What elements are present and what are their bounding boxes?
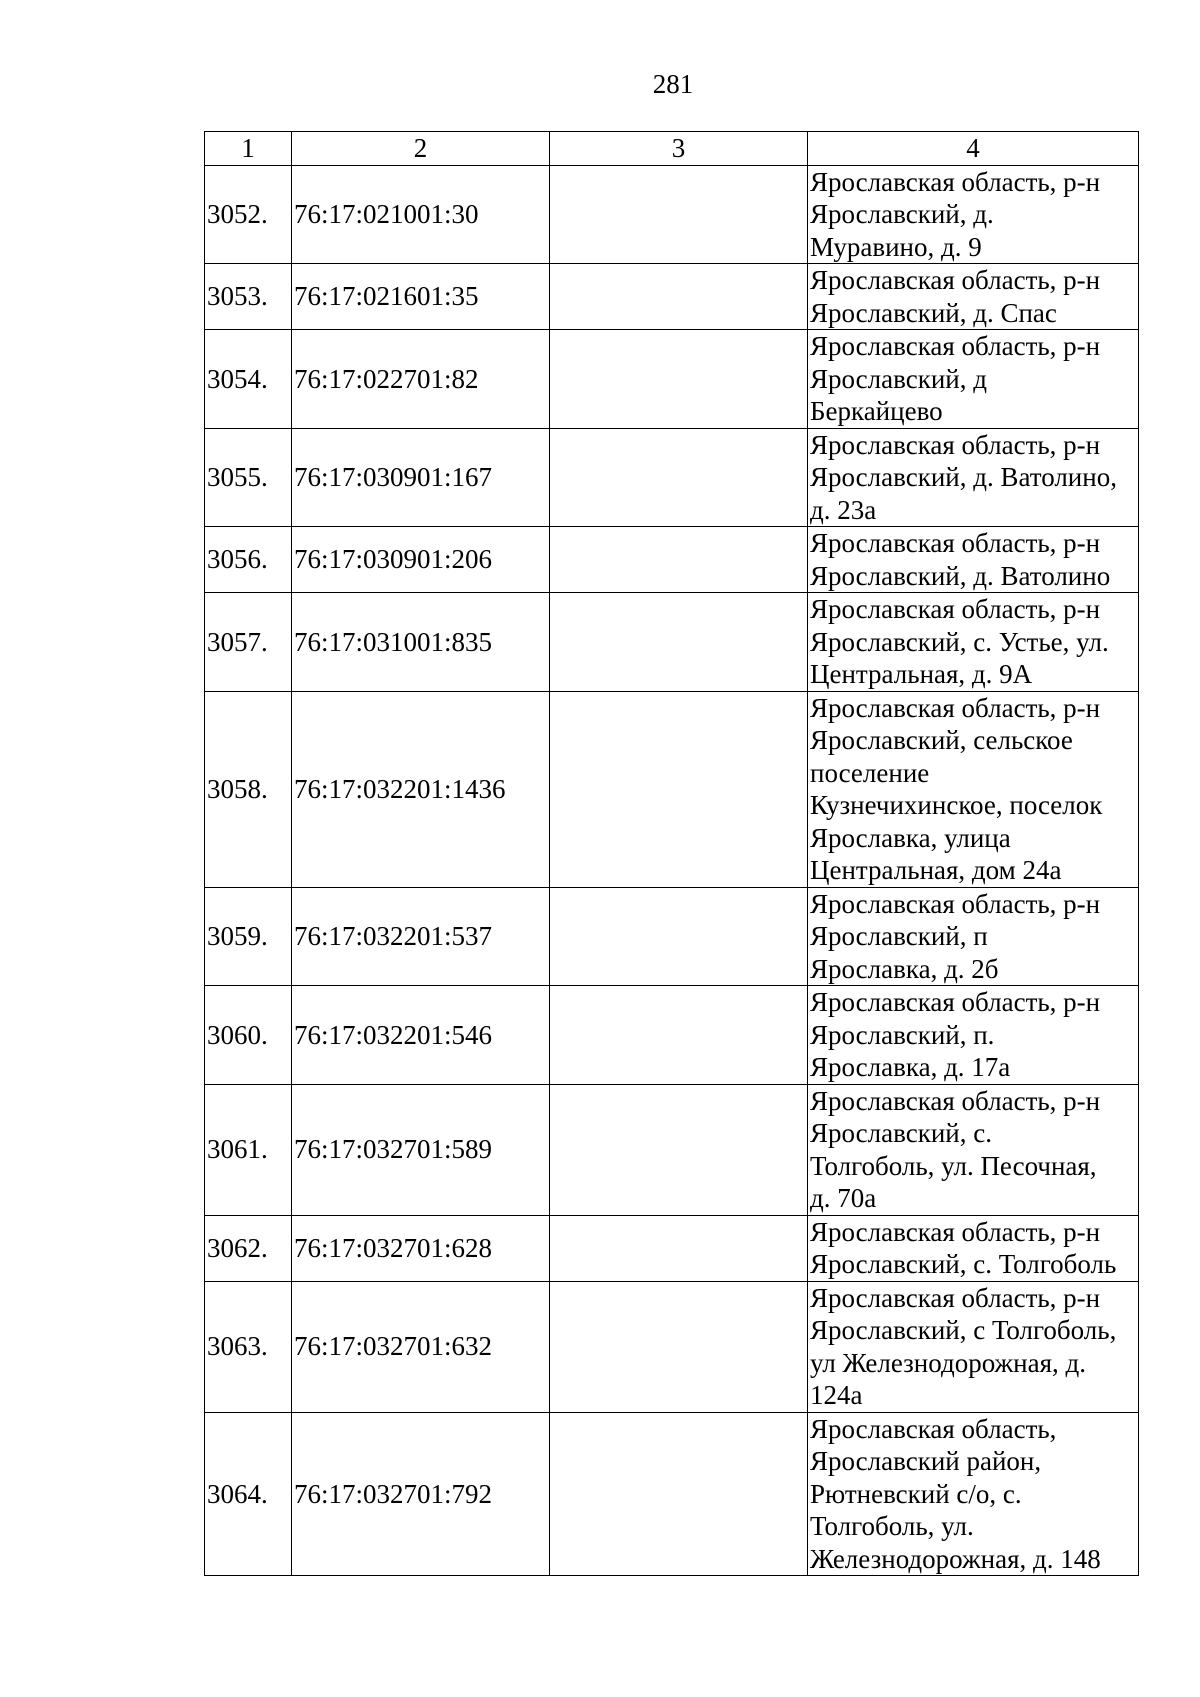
table-row — [205, 986, 1139, 1085]
table-row — [205, 165, 1139, 264]
address-line: Ярославская область, р-н — [810, 429, 1101, 460]
address-line: Ярославский, д. Ватолино — [810, 560, 1111, 591]
address-cell — [808, 1084, 1139, 1215]
address-line: Ярославский, с Толгоболь, — [810, 1315, 1117, 1345]
row-number-cell: 3063. — [205, 1281, 292, 1412]
cadastral-number-cell: 76:17:032701:628 — [292, 1215, 550, 1281]
table-row — [205, 1412, 1139, 1576]
address-cell — [808, 887, 1139, 986]
row-number-cell: 3055. — [205, 428, 292, 527]
address-line: Центральная, дом 24а — [810, 855, 1062, 885]
address-line: Ярославская область, р-н — [810, 1216, 1101, 1247]
row-number-cell: 3053. — [205, 264, 292, 330]
address-line: Ярославская область, р-н — [810, 692, 1101, 723]
address-line: Рютневский с/о, с. — [810, 1478, 1022, 1509]
table-row — [205, 1215, 1139, 1281]
column-3-cell — [550, 986, 808, 1085]
address-line: Толгоболь, ул. Песочная, — [810, 1150, 1097, 1181]
cadastral-number-cell: 76:17:021001:30 — [292, 165, 550, 264]
registry-table-body — [205, 132, 1139, 1576]
address-cell — [808, 1412, 1139, 1576]
address-line: Ярославская область, р-н — [810, 331, 1101, 361]
address-cell — [808, 330, 1139, 429]
address-line: Ярославский, д — [810, 363, 987, 394]
address-line: Ярославская область, р-н — [810, 265, 1101, 295]
row-number-cell: 3054. — [205, 330, 292, 429]
row-number-cell: 3056. — [205, 527, 292, 593]
column-3-cell — [550, 1412, 808, 1576]
address-cell — [808, 691, 1139, 887]
address-line: Ярославский, с. Толгоболь — [810, 1249, 1117, 1279]
address-line: Ярославская область, р-н — [810, 1282, 1101, 1313]
address-cell — [808, 428, 1139, 527]
table-row — [205, 527, 1139, 593]
column-3-cell — [550, 165, 808, 264]
table-row — [205, 330, 1139, 429]
column-header-1: 1 — [205, 132, 292, 166]
row-number-cell: 3052. — [205, 165, 292, 264]
address-line: Ярославский, п. — [810, 1019, 995, 1050]
row-number-cell: 3062. — [205, 1215, 292, 1281]
row-number-cell: 3058. — [205, 691, 292, 887]
table-row — [205, 1084, 1139, 1215]
column-header-2: 2 — [292, 132, 550, 166]
address-cell — [808, 593, 1139, 692]
table-header-row — [205, 132, 1139, 166]
address-line: Центральная, д. 9А — [810, 659, 1033, 689]
address-cell — [808, 1281, 1139, 1412]
column-3-cell — [550, 593, 808, 692]
column-3-cell — [550, 527, 808, 593]
cadastral-number-cell: 76:17:030901:206 — [292, 527, 550, 593]
cadastral-number-cell: 76:17:031001:835 — [292, 593, 550, 692]
row-number-cell: 3061. — [205, 1084, 292, 1215]
column-3-cell — [550, 1084, 808, 1215]
column-3-cell — [550, 264, 808, 330]
table-row — [205, 887, 1139, 986]
address-line: Кузнечихинское, поселок — [810, 790, 1103, 820]
address-cell — [808, 986, 1139, 1085]
address-line: Ярославская область, — [810, 1413, 1057, 1444]
column-3-cell — [550, 1281, 808, 1412]
address-line: Ярославский, д. — [810, 199, 994, 229]
address-line: Ярославская область, р-н — [810, 987, 1101, 1017]
cadastral-number-cell: 76:17:021601:35 — [292, 264, 550, 330]
address-line: Ярославка, д. 17а — [810, 1052, 1011, 1082]
table-row — [205, 264, 1139, 330]
address-line: Ярославский, сельское — [810, 725, 1073, 755]
cadastral-number-cell: 76:17:032701:792 — [292, 1412, 550, 1576]
column-header-3: 3 — [550, 132, 808, 166]
address-line: Ярославская область, р-н — [810, 166, 1101, 197]
cadastral-number-cell: 76:17:022701:82 — [292, 330, 550, 429]
table-row — [205, 691, 1139, 887]
address-line: ул Железнодорожная, д. — [810, 1347, 1087, 1378]
cadastral-number-cell: 76:17:030901:167 — [292, 428, 550, 527]
address-line: Ярославский, с. — [810, 1118, 992, 1148]
address-line: поселение — [810, 757, 930, 788]
address-line: д. 23а — [810, 494, 877, 525]
address-line: д. 70а — [810, 1183, 877, 1213]
table-row — [205, 428, 1139, 527]
table-row — [205, 1281, 1139, 1412]
cadastral-number-cell: 76:17:032701:589 — [292, 1084, 550, 1215]
address-line: Ярославская область, р-н — [810, 594, 1101, 624]
column-3-cell — [550, 330, 808, 429]
cadastral-number-cell: 76:17:032201:546 — [292, 986, 550, 1085]
address-cell — [808, 165, 1139, 264]
address-cell — [808, 1215, 1139, 1281]
address-line: Ярославка, д. 2б — [810, 953, 999, 984]
column-3-cell — [550, 691, 808, 887]
cadastral-number-cell: 76:17:032201:537 — [292, 887, 550, 986]
table-row — [205, 593, 1139, 692]
address-cell — [808, 527, 1139, 593]
address-line: Железнодорожная, д. 148 — [810, 1543, 1101, 1574]
column-3-cell — [550, 1215, 808, 1281]
address-line: Ярославский, п — [810, 921, 988, 951]
address-line: Беркайцево — [810, 396, 943, 426]
column-header-4: 4 — [808, 132, 1139, 166]
address-line: Ярославка, улица — [810, 822, 1011, 853]
row-number-cell: 3060. — [205, 986, 292, 1085]
row-number-cell: 3064. — [205, 1412, 292, 1576]
address-line: Ярославская область, р-н — [810, 1085, 1101, 1116]
address-line: 124а — [810, 1380, 863, 1410]
address-line: Ярославский район, — [810, 1446, 1042, 1476]
address-line: Ярославский, д. Спас — [810, 297, 1057, 328]
address-line: Толгоболь, ул. — [810, 1511, 974, 1541]
column-3-cell — [550, 428, 808, 527]
row-number-cell: 3057. — [205, 593, 292, 692]
cadastral-number-cell: 76:17:032701:632 — [292, 1281, 550, 1412]
address-line: Ярославская область, р-н — [810, 888, 1101, 919]
address-line: Ярославский, д. Ватолино, — [810, 462, 1117, 492]
address-line: Ярославская область, р-н — [810, 528, 1101, 558]
row-number-cell: 3059. — [205, 887, 292, 986]
address-line: Ярославский, с. Устье, ул. — [810, 626, 1109, 657]
address-line: Муравино, д. 9 — [810, 231, 982, 262]
cadastral-number-cell: 76:17:032201:1436 — [292, 691, 550, 887]
page-number: 281 — [652, 69, 694, 99]
address-cell — [808, 264, 1139, 330]
column-3-cell — [550, 887, 808, 986]
registry-table — [204, 131, 1139, 1576]
